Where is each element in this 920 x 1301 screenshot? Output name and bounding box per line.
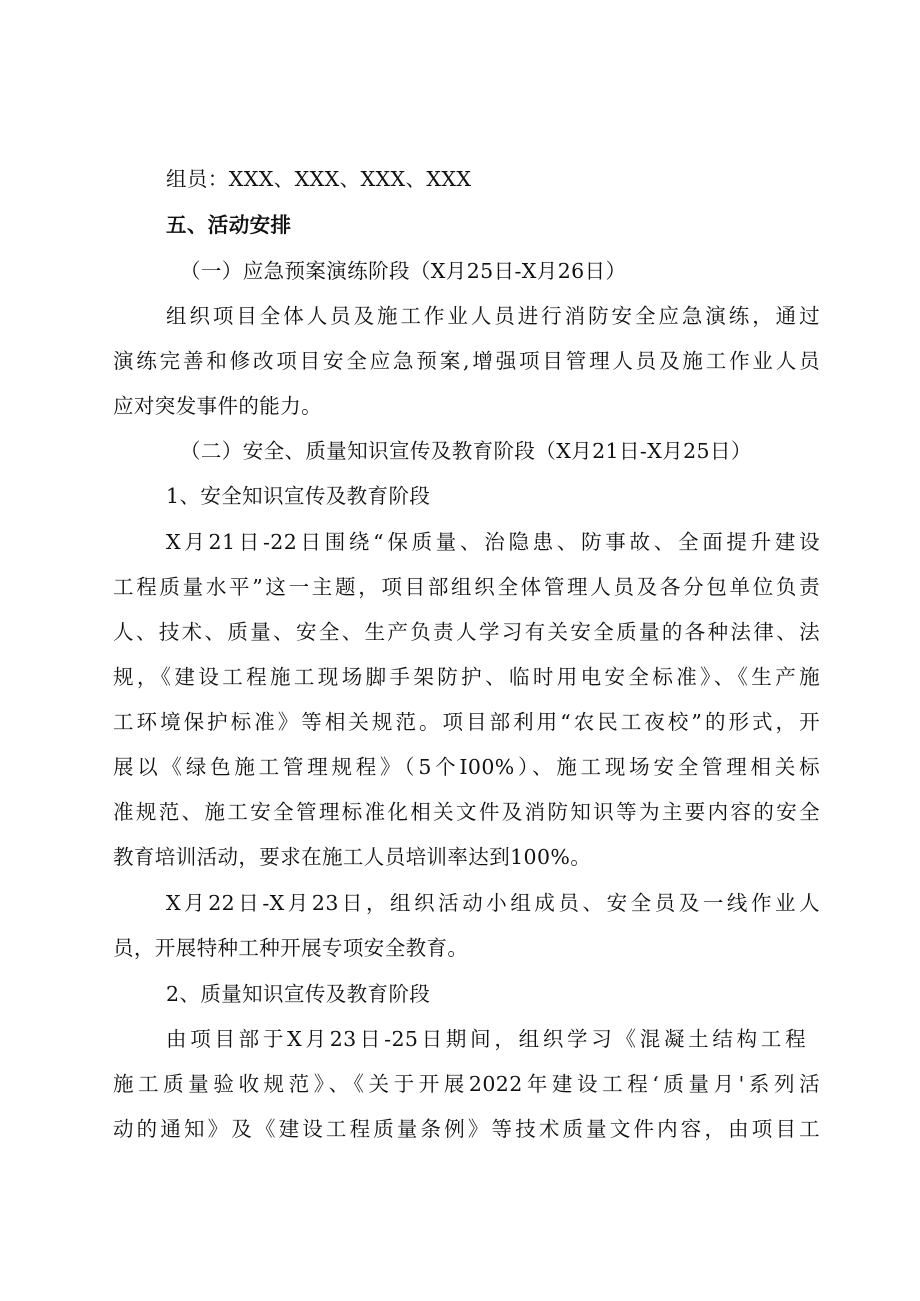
paragraph-line: 人、技术、质量、安全、生产负责人学习有关安全质量的各种法律、法: [113, 620, 820, 644]
paragraph-line: X月21日-22日围绕“保质量、治隐患、防事故、全面提升建设: [166, 530, 820, 554]
paragraph-line: 应对突发事件的能力。: [113, 394, 322, 418]
members-line: 组员：XXX、XXX、XXX、XXX: [166, 167, 472, 191]
item-heading-quality-knowledge: 2、质量知识宣传及教育阶段: [166, 982, 431, 1006]
paragraph-line: 动的通知》及《建设工程质量条例》等技术质量文件内容，由项目工: [113, 1117, 820, 1141]
subsection-heading-education: （二）安全、质量知识宣传及教育阶段（X月21日-X月25日）: [180, 439, 752, 463]
paragraph-line: 工程质量水平”这一主题，项目部组织全体管理人员及各分包单位负责: [113, 575, 820, 599]
paragraph-line: X月22日-X月23日，组织活动小组成员、安全员及一线作业人: [166, 891, 820, 915]
paragraph-line: 组织项目全体人员及施工作业人员进行消防安全应急演练，通过: [166, 304, 820, 328]
paragraph-line: 员，开展特种工种开展专项安全教育。: [113, 936, 469, 960]
section-heading-activity-arrangement: 五、活动安排: [166, 213, 292, 237]
item-heading-safety-knowledge: 1、安全知识宣传及教育阶段: [166, 484, 431, 508]
paragraph-line: 规，《建设工程施工现场脚手架防护、临时用电安全标准》、《生产施: [113, 665, 820, 689]
paragraph-line: 准规范、施工安全管理标准化相关文件及消防知识等为主要内容的安全: [113, 800, 820, 824]
paragraph-line: 演练完善和修改项目安全应急预案,增强项目管理人员及施工作业人员: [113, 349, 820, 373]
paragraph-line: 由项目部于X月23日-25日期间，组织学习《混凝土结构工程: [166, 1027, 806, 1051]
subsection-heading-emergency-drill: （一）应急预案演练阶段（X月25日-X月26日）: [180, 259, 627, 283]
paragraph-line: 展以《绿色施工管理规程》（5个I00%）、施工现场安全管理相关标: [113, 755, 820, 779]
paragraph-line: 工环境保护标准》等相关规范。项目部利用“农民工夜校”的形式，开: [113, 710, 820, 734]
paragraph-line: 施工质量验收规范》、《关于开展2022年建设工程‘质量月'系列活: [113, 1072, 820, 1096]
paragraph-line: 教育培训活动，要求在施工人员培训率达到100%。: [113, 845, 592, 869]
